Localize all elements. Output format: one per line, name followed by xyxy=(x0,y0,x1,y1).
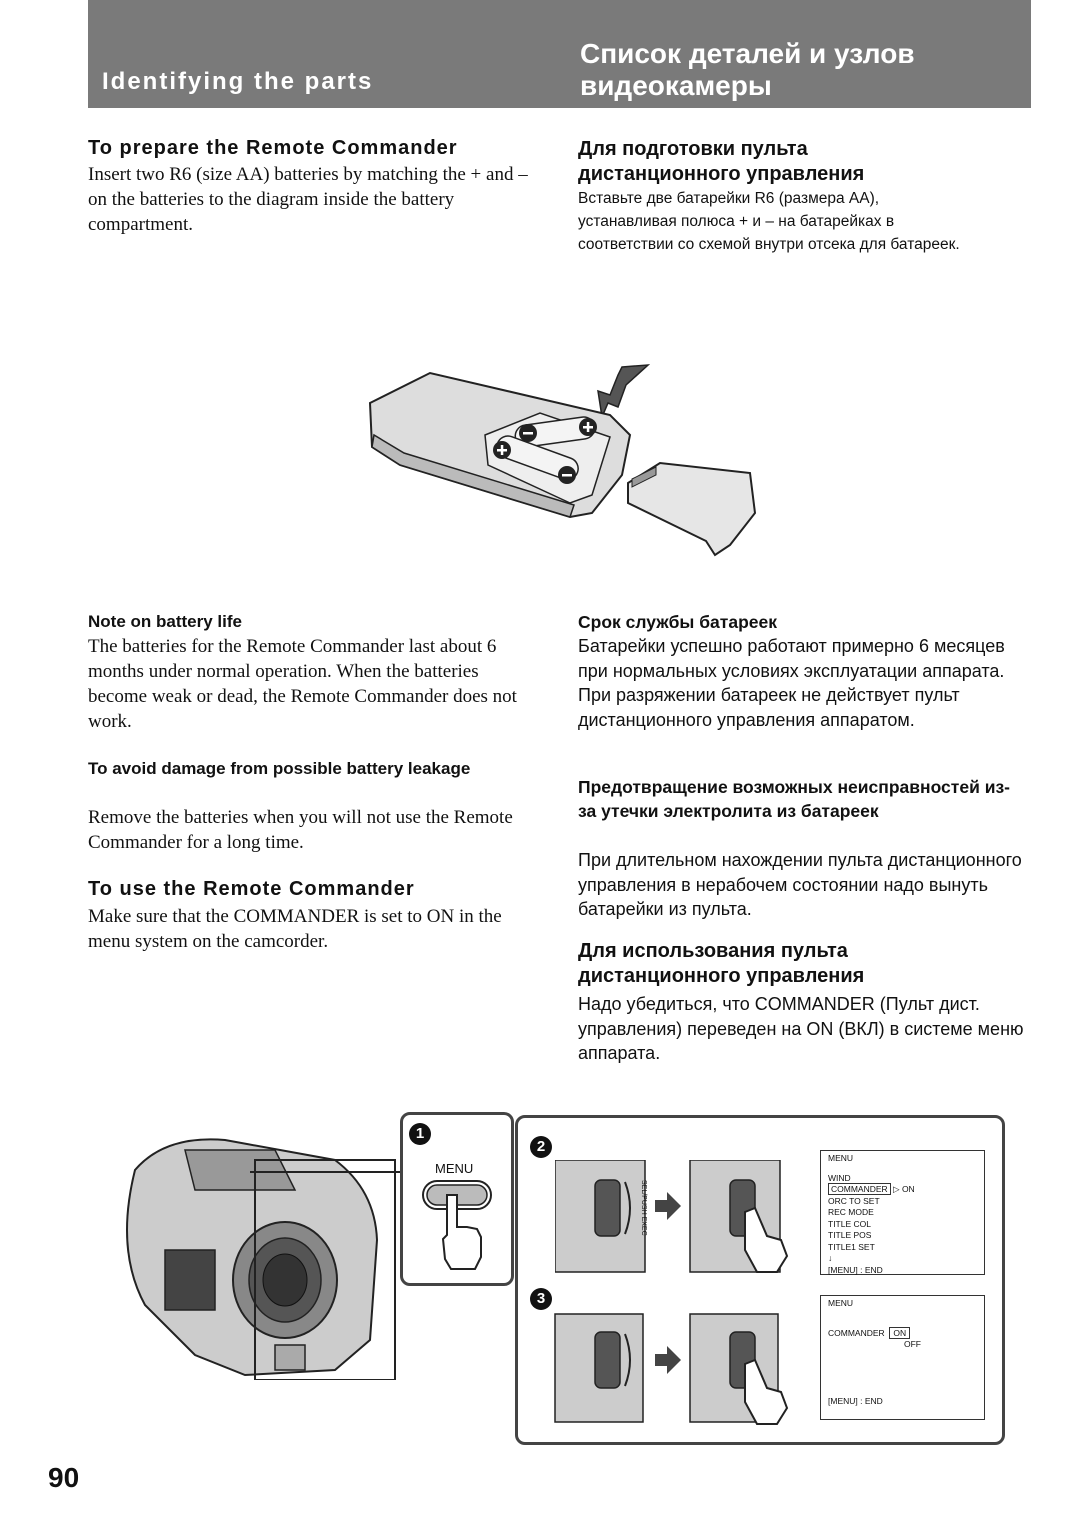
menu-title: MENU xyxy=(828,1153,854,1163)
arrow-right-icon xyxy=(655,1346,681,1374)
use-heading-ru: Для использования пульта дистанционного управления xyxy=(578,940,865,987)
prepare-heading-en: To prepare the Remote Commander xyxy=(88,137,458,159)
menu-footer: [MENU] : END xyxy=(828,1264,883,1275)
page-number: 90 xyxy=(48,1462,80,1493)
menu-item-commander: COMMANDER ON xyxy=(828,1328,984,1340)
section-title-en: Identifying the parts xyxy=(102,68,374,95)
battery-lid xyxy=(628,463,755,555)
insert-arrow-icon xyxy=(598,365,648,417)
menu-button-press-illustration xyxy=(417,1177,497,1277)
dial-label: SEL/PUSH EXEC xyxy=(640,1180,647,1236)
step2-dial-illustration xyxy=(555,1160,815,1280)
prepare-body-ru: Вставьте две батарейки R6 (размера AA), устанавливая полюса + и – на батарейках в соответствии со схемой внутри отсека для батареек. xyxy=(578,190,960,253)
use-heading-en: To use the Remote Commander xyxy=(88,878,415,900)
menu-footer: [MENU] : END xyxy=(828,1395,883,1406)
menu-item-title-pos: TITLE POS xyxy=(828,1230,872,1240)
menu-button-label: MENU xyxy=(435,1161,474,1176)
battery-life-heading-ru: Срок службы батареек xyxy=(578,612,777,632)
arrow-right-icon xyxy=(655,1192,681,1220)
use-body-en: Make sure that the COMMANDER is set to ON in the menu system on the camcorder. xyxy=(88,906,502,952)
step2-badge: 2 xyxy=(530,1136,552,1158)
menu-item-rec-mode: REC MODE xyxy=(828,1207,874,1217)
section-title-ru: Список деталей и узлов видеокамеры xyxy=(580,38,915,101)
leakage-heading-en: To avoid damage from possible battery leakage xyxy=(88,759,471,778)
arrow-down-icon: ↓ xyxy=(828,1253,833,1263)
step3-dial-illustration xyxy=(553,1308,813,1430)
menu-option-off: OFF xyxy=(904,1339,921,1349)
use-body-ru: Надо убедиться, что COMMANDER (Пульт дист. управления) переведен на ON (ВКЛ) в системе меню аппарата. xyxy=(578,994,1024,1063)
menu-item-wind: WIND xyxy=(828,1172,851,1183)
step1-badge: 1 xyxy=(409,1123,431,1145)
menu-item-commander-row: COMMANDER ▷ ON xyxy=(828,1184,984,1196)
remote-commander-illustration xyxy=(360,355,780,570)
menu-screen-2 xyxy=(820,1295,985,1420)
battery-life-heading-en: Note on battery life xyxy=(88,612,242,631)
menu-item-orc: ORC TO SET xyxy=(828,1195,880,1206)
step3-badge: 3 xyxy=(530,1288,552,1310)
battery-life-body-en: The batteries for the Remote Commander last about 6 months under normal operation. When the batteries become weak or dead, the Remote Commander does not work. xyxy=(88,636,517,732)
callout-line xyxy=(250,1160,410,1190)
leakage-body-ru: При длительном нахождении пульта дистанционного управления в нерабочем состоянии надо вынуть батарейки из пульта. xyxy=(578,850,1022,919)
leakage-heading-ru: Предотвращение возможных неисправностей из-за утечки электролита из батареек xyxy=(578,777,1010,821)
menu-item-title-col: TITLE COL xyxy=(828,1218,871,1229)
menu-item-title1-set: TITLE1 SET xyxy=(828,1241,875,1252)
prepare-heading-ru: Для подготовки пульта дистанционного управления xyxy=(578,138,865,185)
prepare-body-en: Insert two R6 (size AA) batteries by matching the + and – on the batteries to the diagram inside the battery compartment. xyxy=(88,164,528,235)
step1-box xyxy=(400,1112,514,1286)
menu-title: MENU xyxy=(828,1298,854,1308)
leakage-body-en: Remove the batteries when you will not use the Remote Commander for a long time. xyxy=(88,807,513,853)
menu-screen-1 xyxy=(820,1150,985,1275)
battery-life-body-ru: Батарейки успешно работают примерно 6 месяцев при нормальных условиях эксплуатации аппарата. При разряжении батареек не действует пульт дистанционного управления аппаратом. xyxy=(578,636,1005,730)
